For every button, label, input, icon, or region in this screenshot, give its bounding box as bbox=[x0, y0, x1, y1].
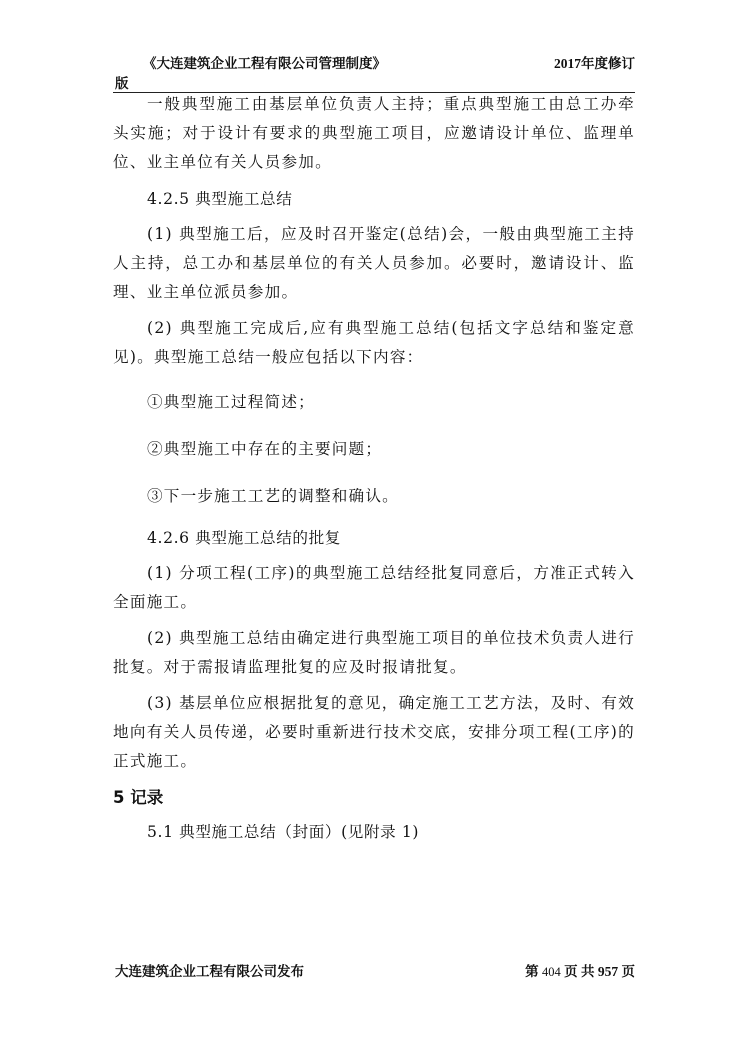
section-heading-5-1: 5.1 典型施工总结（封面）(见附录 1) bbox=[147, 823, 420, 841]
edition-suffix: 版 bbox=[115, 76, 129, 91]
chapter-heading-5: 5 记录 bbox=[113, 788, 164, 807]
paragraph-4-2-6-1: (1) 分项工程(工序)的典型施工总结经批复同意后，方准正式转入全面施工。 bbox=[113, 564, 635, 611]
section-heading-4-2-5: 4.2.5 典型施工总结 bbox=[147, 190, 293, 208]
intro-paragraph: 一般典型施工由基层单位负责人主持；重点典型施工由总工办牵头实施；对于设计有要求的典型施工项目，应邀请设计单位、监理单位、业主单位有关人员参加。 bbox=[113, 95, 635, 171]
list-item: ③下一步施工工艺的调整和确认。 bbox=[147, 487, 399, 505]
page-counter bbox=[525, 960, 635, 980]
page-header bbox=[115, 54, 635, 94]
page-total: 957 bbox=[597, 964, 619, 979]
list-item: ①典型施工过程简述； bbox=[147, 393, 315, 411]
paragraph-4-2-6-2: (2) 典型施工总结由确定进行典型施工项目的单位技术负责人进行批复。对于需报请监理批复的应及时报请批复。 bbox=[113, 629, 635, 676]
paragraph-4-2-6-3: (3) 基层单位应根据批复的意见，确定施工工艺方法，及时、有效地向有关人员传递，必要时重新进行技术交底，安排分项工程(工序)的正式施工。 bbox=[113, 694, 635, 770]
paragraph-4-2-5-2: (2) 典型施工完成后,应有典型施工总结(包括文字总结和鉴定意见)。典型施工总结一般应包括以下内容： bbox=[113, 319, 635, 366]
document-body bbox=[113, 90, 635, 847]
section-heading-4-2-6: 4.2.6 典型施工总结的批复 bbox=[147, 529, 341, 547]
paragraph-4-2-5-1: (1) 典型施工后，应及时召开鉴定(总结)会，一般由典型施工主持人主持，总工办和基层单位的有关人员参加。必要时，邀请设计、监理、业主单位派员参加。 bbox=[113, 225, 635, 301]
list-item: ②典型施工中存在的主要问题； bbox=[147, 440, 383, 458]
page-prefix: 第 bbox=[525, 964, 539, 979]
page-current: 404 bbox=[542, 965, 561, 979]
edition-year: 2017年度修订 bbox=[554, 56, 635, 71]
page-footer bbox=[115, 960, 635, 980]
publisher-label: 大连建筑企业工程有限公司发布 bbox=[115, 964, 304, 979]
document-title: 《大连建筑企业工程有限公司管理制度》 bbox=[143, 56, 386, 71]
page-suffix: 页 bbox=[621, 964, 635, 979]
page-mid: 页 共 bbox=[564, 964, 595, 979]
